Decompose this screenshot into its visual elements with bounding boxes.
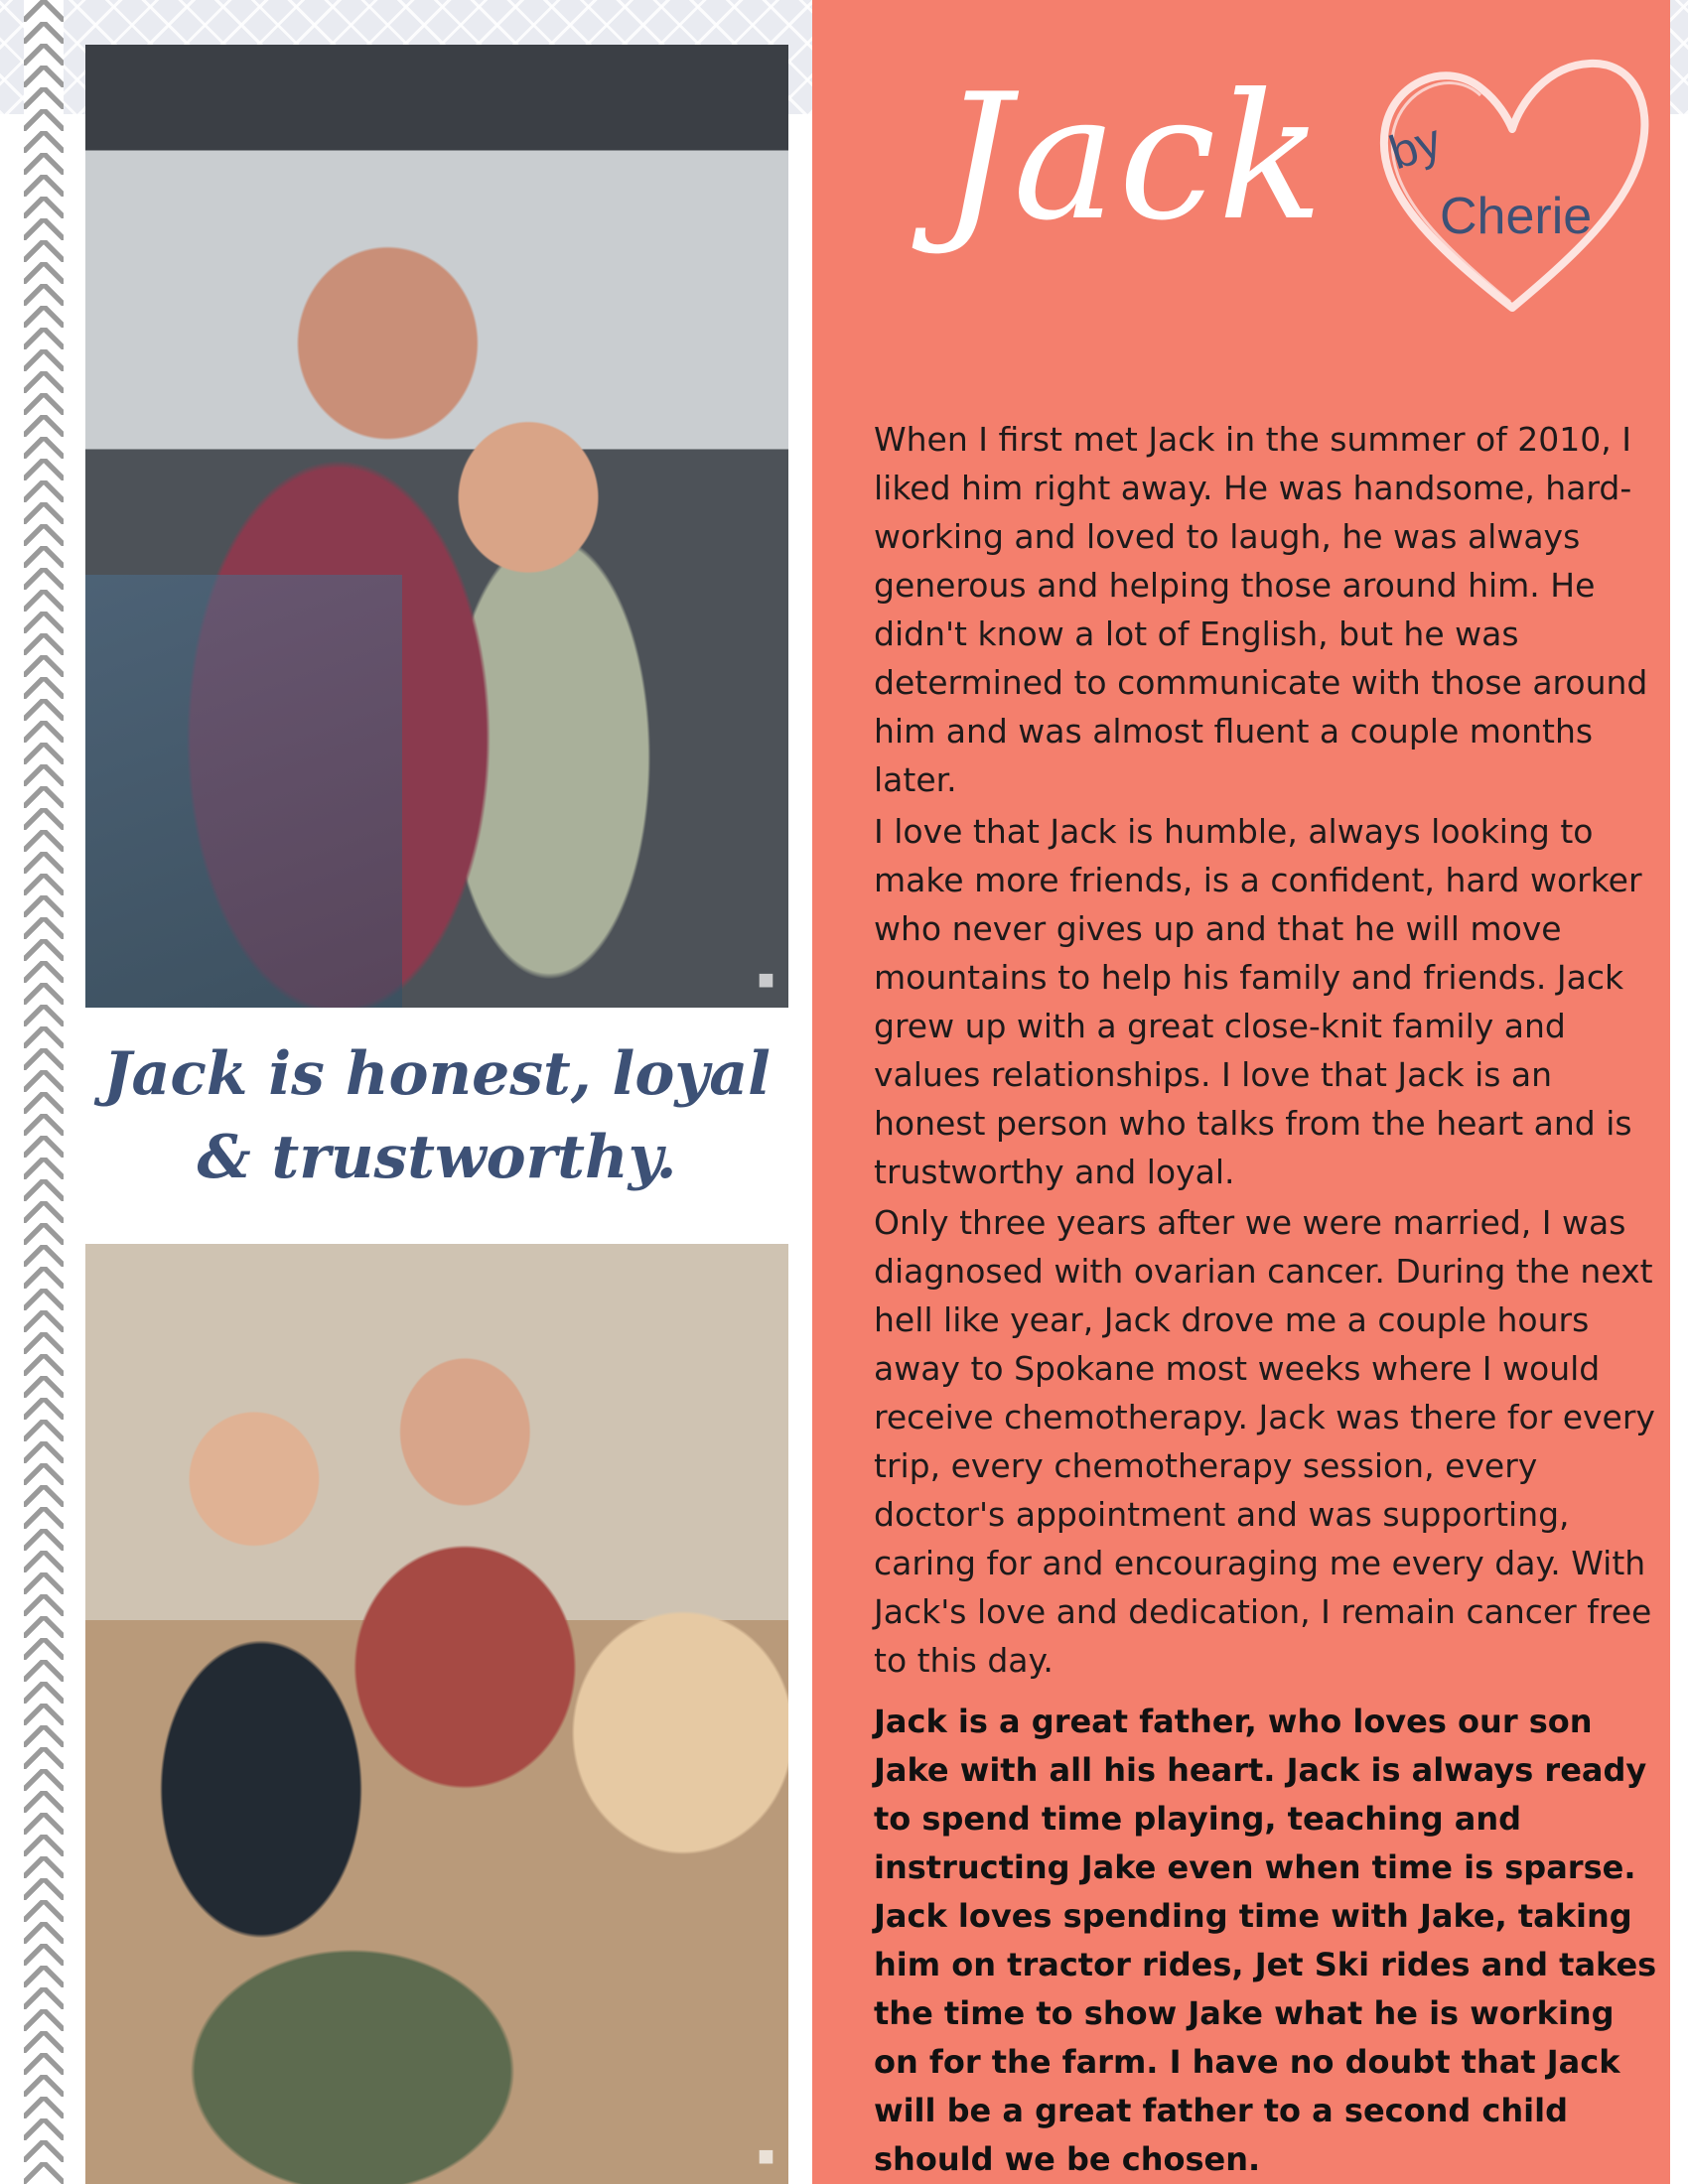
- paragraph-first-meeting: When I first met Jack in the summer of 2010, I liked him right away. He was handsome, hard-working and loved to laugh, he was always generous and helping those around him. He didn't know a lot of English, but he was determined to communicate with those around him and was almost fluent a couple months later.: [874, 420, 1648, 799]
- page-title: Jack: [941, 58, 1326, 259]
- byline-by: by: [1383, 114, 1448, 181]
- profile-panel: [812, 0, 1670, 2184]
- photo-father-son-dog: [85, 1244, 788, 2184]
- photo-icon: ■: [758, 964, 774, 995]
- chevron-border: [24, 0, 64, 2184]
- byline-author: Cherie: [1440, 188, 1593, 245]
- heart-icon: [1363, 42, 1661, 330]
- photo-father-son-cockpit: [85, 45, 788, 1008]
- paragraph-fatherhood: Jack is a great father, who loves our son Jake with all his heart. Jack is always ready to spend time playing, teaching and instructing Jake even when time is sparse. Jack loves spending time with Jake, taking him on tractor rides, Jet Ski rides and takes the time to show Jake what he is working on for the farm. I have no doubt that Jack will be a great father to a second child should we be chosen.: [874, 1703, 1657, 2178]
- paragraph-cancer-support: Only three years after we were married, I was diagnosed with ovarian cancer. During the next hell like year, Jack drove me a couple hours away to Spokane most weeks where I would receive chemotherapy. Jack was there for every trip, every chemotherapy session, every doctor's appointment and was supporting, caring for and encouraging me every day. With Jack's love and dedication, I remain cancer free to this day.: [874, 1203, 1655, 1680]
- photo-icon: ■: [758, 2140, 774, 2171]
- paragraph-character: I love that Jack is humble, always looking to make more friends, is a confident, hard worker who never gives up and that he will move mountains to help his family and friends. Jack grew up with a great close-knit family and values relationships. I love that Jack is an honest person who talks from the heart and is trustworthy and loyal.: [874, 812, 1642, 1191]
- tagline: Jack is honest, loyal & trustworthy.: [103, 1039, 771, 1192]
